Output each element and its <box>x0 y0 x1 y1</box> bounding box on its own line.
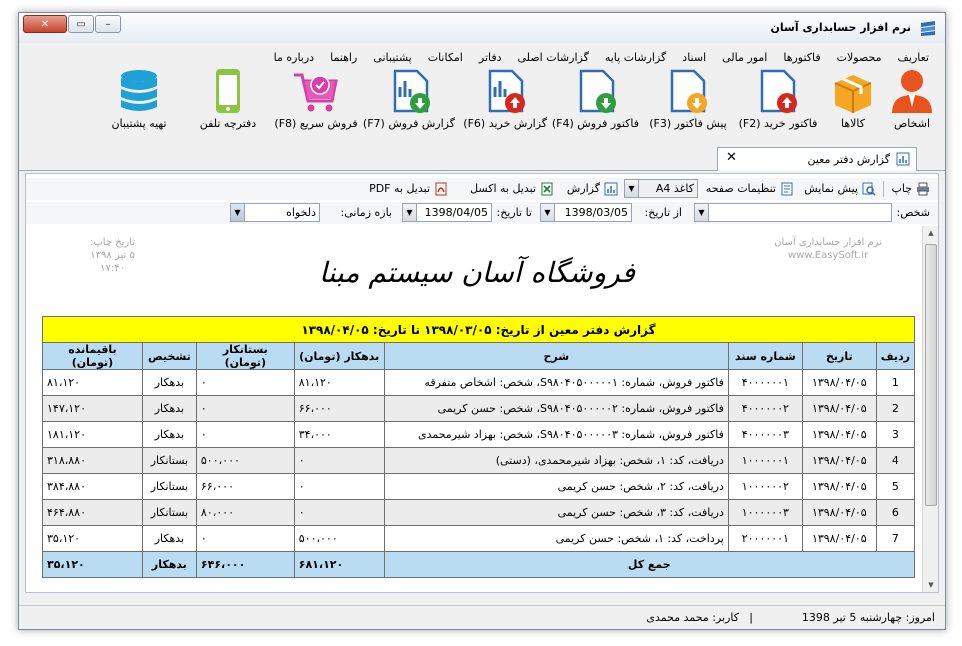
menu-item-products[interactable]: محصولات <box>836 51 882 64</box>
close-button[interactable] <box>23 15 67 33</box>
chevron-down-icon: ▼ <box>541 204 555 221</box>
table-row[interactable]: 4 ۱۳۹۸/۰۴/۰۵ ۱۰۰۰۰۰۰۱ دریافت، کد: ۱، شخص: بهزاد شیرمحمدی، (دستی) ۰ ۵۰۰،۰۰۰ بستانکار ۳۱۸،۸۸۰ <box>43 448 915 474</box>
database-icon <box>115 67 163 115</box>
paper-size-select[interactable]: کاغذ A4 ▼ <box>624 179 698 198</box>
page-settings-button[interactable]: تنظیمات صفحه <box>705 182 776 195</box>
column-header-date: تاریخ <box>802 343 876 370</box>
toolbar-sales-report-button[interactable]: گزارش فروش (F7) <box>367 67 455 130</box>
toolbar-purchase-invoice-button[interactable]: فاکتور خرید (F2) <box>735 67 821 130</box>
menu-item-ledgers[interactable]: دفاتر <box>478 51 502 64</box>
toolbar-goods-button[interactable]: کالاها <box>827 67 879 130</box>
person-icon <box>889 67 935 115</box>
total-debit: ۶۸۱،۱۲۰ <box>294 552 384 578</box>
title-bar <box>19 13 945 43</box>
column-header-doc-number: شماره سند <box>728 343 802 370</box>
menu-item-finance[interactable]: امور مالی <box>722 51 768 64</box>
menu-item-documents[interactable]: اسناد <box>682 51 707 64</box>
report-button[interactable]: گزارش <box>566 182 600 195</box>
status-today: امروز: چهارشنبه 5 تیر 1398 <box>801 611 935 624</box>
person-select[interactable] <box>694 203 892 222</box>
software-credit: نرم افزار حسابداری آسان www.EasySoft.ir <box>774 237 882 261</box>
chevron-down-icon: ▼ <box>695 204 709 221</box>
scroll-down-icon[interactable]: ▼ <box>928 581 934 589</box>
report-actions-bar <box>26 178 938 200</box>
excel-icon <box>540 182 554 196</box>
box-icon <box>829 67 877 115</box>
from-date-label: از تاریخ: <box>644 206 682 219</box>
scroll-up-icon[interactable]: ▲ <box>928 229 934 237</box>
toolbar-phonebook-button[interactable]: دفترچه تلفن <box>193 67 263 130</box>
status-bar <box>19 605 945 629</box>
report-page <box>32 226 922 592</box>
document-tabs <box>19 143 945 171</box>
total-label: جمع کل <box>384 552 914 578</box>
preview-button[interactable]: پیش نمایش <box>804 182 858 195</box>
report-title: گزارش دفتر معین از تاریخ: ۱۳۹۸/۰۳/۰۵ تا تاریخ: ۱۳۹۸/۰۴/۰۵ <box>43 317 915 343</box>
ledger-table <box>42 316 915 578</box>
menu-item-base-reports[interactable]: گزارشات پایه <box>604 51 667 64</box>
column-header-debit: بدهکار (تومان) <box>294 343 384 370</box>
window-controls <box>23 15 122 33</box>
proforma-icon <box>664 67 712 115</box>
main-toolbar <box>19 67 945 145</box>
report-tab-icon <box>896 152 910 166</box>
column-header-credit: بستانکار (تومان) <box>196 343 294 370</box>
print-date-block: تاریخ چاپ: ۵ تیر ۱۳۹۸ ۱۷:۴۰ <box>90 237 136 274</box>
toolbar-quick-sale-button[interactable]: فروش سریع (F8) <box>273 67 359 130</box>
person-label: شخص: <box>896 206 930 219</box>
total-row <box>43 552 915 578</box>
export-excel-button[interactable]: تبدیل به اکسل <box>470 182 536 195</box>
sales-invoice-icon <box>573 67 621 115</box>
report-icon <box>604 182 618 196</box>
total-status: بدهکار <box>142 552 196 578</box>
status-user: کاربر: محمد محمدی <box>646 611 739 624</box>
close-icon: ✕ <box>40 18 50 30</box>
toolbar-separator <box>883 181 884 197</box>
print-button[interactable]: چاپ <box>891 182 912 195</box>
table-row[interactable]: 3 ۱۳۹۸/۰۴/۰۵ ۴۰۰۰۰۰۰۳ فاکتور فروش، شماره: S۹۸۰۴۰۵۰۰۰۰۰۳، شخص: بهزاد شیرمحمدی ۳۴،۰۰۰ ۰ بدهکار ۱۸۱،۱۲۰ <box>43 422 915 448</box>
chevron-down-icon: ▼ <box>231 204 245 221</box>
toolbar-persons-button[interactable]: اشخاص <box>885 67 939 130</box>
app-window <box>18 12 946 630</box>
menu-item-invoices[interactable]: فاکتورها <box>783 51 821 64</box>
table-row[interactable]: 1 ۱۳۹۸/۰۴/۰۵ ۴۰۰۰۰۰۰۱ فاکتور فروش، شماره: S۹۸۰۴۰۵۰۰۰۰۰۱، شخص: اشخاص متفرقه ۸۱،۱۲۰ ۰ بدهکار ۸۱،۱۲۰ <box>43 370 915 396</box>
cart-icon <box>292 67 340 115</box>
store-name: فروشگاه آسان سیستم مبنا <box>319 256 635 289</box>
toolbar-purchase-report-button[interactable]: گزارش خرید (F6) <box>465 67 547 130</box>
sales-report-icon <box>387 67 435 115</box>
menu-item-support[interactable]: پشتیبانی <box>373 51 412 64</box>
period-select[interactable]: دلخواه ▼ <box>230 203 320 222</box>
toolbar-backup-button[interactable]: تهیه پشتیبان <box>97 67 181 130</box>
close-tab-icon[interactable]: ✕ <box>726 150 737 165</box>
maximize-button[interactable] <box>68 15 94 33</box>
purchase-report-icon <box>482 67 530 115</box>
maximize-icon: ▭ <box>76 18 86 30</box>
window-title: نرم افزار حسابداری آسان <box>770 21 911 34</box>
tab-label: گزارش دفتر معین <box>807 153 890 166</box>
from-date-picker[interactable]: 1398/03/05 ▼ <box>540 203 632 222</box>
to-date-label: تا تاریخ: <box>496 206 532 219</box>
period-label: بازه زمانی: <box>340 206 392 219</box>
table-row[interactable]: 7 ۱۳۹۸/۰۴/۰۵ ۲۰۰۰۰۰۰۱ پرداخت، کد: ۱، شخص: حسن کریمی ۵۰۰،۰۰۰ ۰ بدهکار ۳۵،۱۲۰ <box>43 526 915 552</box>
report-viewer <box>25 173 939 593</box>
scrollbar-thumb[interactable] <box>925 244 937 506</box>
status-divider: | <box>749 611 753 624</box>
menu-item-main-reports[interactable]: گزارشات اصلی <box>517 51 589 64</box>
toolbar-sales-invoice-button[interactable]: فاکتور فروش (F4) <box>555 67 639 130</box>
column-header-status: تشخیص <box>142 343 196 370</box>
menu-item-about[interactable]: درباره ما <box>273 51 315 64</box>
vertical-scrollbar[interactable] <box>922 226 938 592</box>
total-balance: ۳۵،۱۲۰ <box>43 552 143 578</box>
minimize-button[interactable] <box>95 15 121 33</box>
export-pdf-button[interactable]: تبدیل به PDF <box>369 182 430 195</box>
purchase-invoice-icon <box>754 67 802 115</box>
table-row[interactable]: 6 ۱۳۹۸/۰۴/۰۵ ۱۰۰۰۰۰۰۳ دریافت، کد: ۳، شخص: حسن کریمی ۰ ۸۰،۰۰۰ بستانکار ۴۶۴،۸۸۰ <box>43 500 915 526</box>
app-logo-icon <box>919 19 937 37</box>
menu-item-definitions[interactable]: تعاریف <box>897 51 929 64</box>
report-title-row <box>43 317 915 343</box>
chevron-down-icon: ▼ <box>625 180 639 197</box>
total-credit: ۶۴۶،۰۰۰ <box>196 552 294 578</box>
menu-item-help[interactable]: راهنما <box>330 51 358 64</box>
tab-ledger-report[interactable] <box>717 147 917 171</box>
column-header-row-number: ردیف <box>876 343 914 370</box>
column-header-balance: باقیمانده (تومان) <box>43 343 143 370</box>
pdf-icon <box>434 182 448 196</box>
to-date-picker[interactable]: 1398/04/05 ▼ <box>402 203 492 222</box>
minimize-icon: – <box>105 18 111 30</box>
table-row[interactable]: 2 ۱۳۹۸/۰۴/۰۵ ۴۰۰۰۰۰۰۲ فاکتور فروش، شماره: S۹۸۰۴۰۵۰۰۰۰۰۲، شخص: حسن کریمی ۶۶،۰۰۰ ۰ بدهکار ۱۴۷،۱۲۰ <box>43 396 915 422</box>
page-settings-icon <box>780 182 794 196</box>
menu-item-tools[interactable]: امکانات <box>427 51 463 64</box>
toolbar-proforma-button[interactable]: پیش فاکتور (F3) <box>647 67 729 130</box>
table-header-row <box>43 343 915 370</box>
phone-icon <box>204 67 252 115</box>
column-header-description: شرح <box>384 343 728 370</box>
table-row[interactable]: 5 ۱۳۹۸/۰۴/۰۵ ۱۰۰۰۰۰۰۲ دریافت، کد: ۲، شخص: حسن کریمی ۰ ۶۶،۰۰۰ بستانکار ۳۸۴،۸۸۰ <box>43 474 915 500</box>
preview-icon <box>862 182 876 196</box>
report-filters-bar <box>26 202 938 224</box>
print-icon <box>916 182 930 196</box>
chevron-down-icon: ▼ <box>403 204 417 221</box>
menu-bar <box>258 51 929 64</box>
